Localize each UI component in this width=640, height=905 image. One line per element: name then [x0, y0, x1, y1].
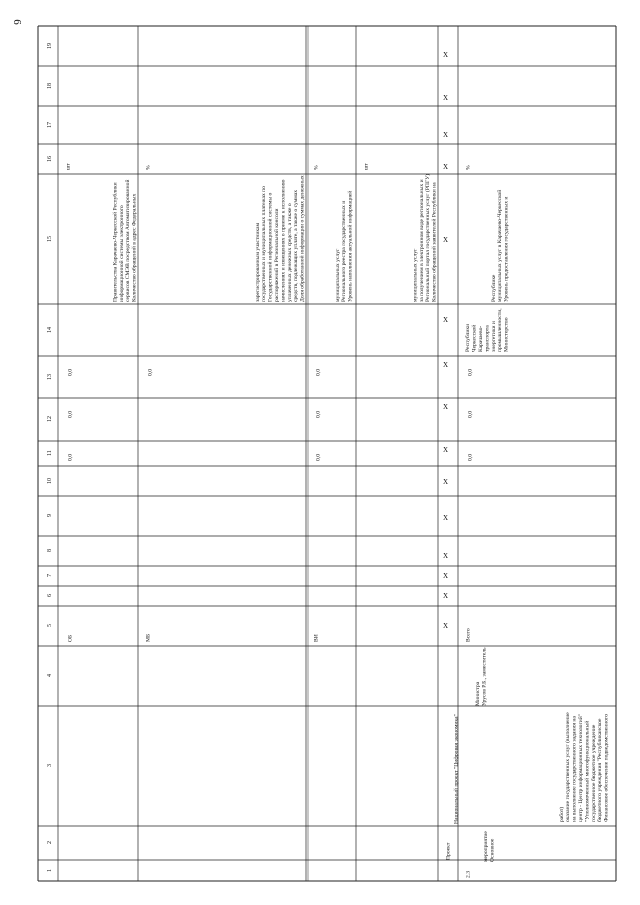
row6-name: Финансовое обеспечение подведомственного бюджетного учреждения "Республиканское государственное бюджетное учреждение "Уполномоченный многофункциональный центр - Центр информационных технологий" на выполнение государственного задания на оказание государственных услуг (выполнение работ) [558, 710, 610, 822]
row6-value-12: 0,0 [467, 411, 474, 418]
column-number: 10 [47, 478, 53, 484]
column-number: 4 [47, 674, 53, 678]
row5-type: Проект [445, 842, 452, 860]
row1-unit: шт [65, 163, 72, 170]
row6-source: Всего [465, 628, 472, 642]
row5-x-12: X [443, 403, 449, 411]
row5-x-16: X [443, 163, 449, 171]
row5-x-10: X [443, 478, 449, 486]
column-number: 9 [47, 514, 53, 518]
row4-indicator: Количество обращений заявителей Республики на Региональный портал государственных услуг (РПГУ) за получением в электронном виде региональных и муниципальных услуг [412, 172, 438, 302]
column-number: 13 [47, 374, 53, 380]
column-number: 6 [47, 594, 53, 598]
row2-indicator: Доля обработанной информации о суммах денежных средств, подлежащих уплате, а также о суммах уплаченных денежных средств, а также о начислениях и извещениях о приеме к исполнению распоряжений в Региональной консоли Государственной информационной системы о государственных и муниципальных платежах по зарегистрированным участникам [254, 173, 306, 302]
column-number: 14 [47, 327, 53, 333]
column-number: 1 [47, 869, 53, 872]
row6-unit: % [465, 165, 472, 170]
row6-value-11: 0,0 [467, 454, 474, 461]
row2-source: МБ [145, 633, 152, 642]
row5-x-18: X [443, 94, 449, 102]
row4-unit: шт [363, 163, 370, 170]
column-number: 15 [47, 236, 53, 242]
row5-x-5: X [443, 622, 449, 630]
row3-unit: % [313, 165, 320, 170]
row5-x-9: X [443, 514, 449, 522]
row3-indicator: Уровень наполнения актуальной информацией Регионального реестра государственных и муниципальных услуг [334, 189, 354, 302]
row6-indicator: Уровень предоставления государственных и муниципальных услуг в Карачаево-Черкесской Республике [490, 188, 510, 302]
row5-x-7: X [443, 572, 449, 580]
column-number: 18 [47, 83, 53, 89]
row1-value-13: 0,0 [67, 369, 74, 376]
column-number: 7 [47, 574, 53, 578]
row6-responsible: Урусов Р.Б., заместитель Министра [475, 646, 488, 706]
column-number: 8 [47, 549, 53, 553]
row5-x-19: X [443, 51, 449, 59]
row3-value-11: 0,0 [315, 454, 322, 461]
row5-x-13: X [443, 361, 449, 369]
row1-indicator: Количество обращений в адрес Федеральных сервисов СМЭВ посредством Автоматизированной информационной системы электронного Правительства Карачаево-Черкесской Республики [112, 178, 138, 302]
row5-x-17: X [443, 131, 449, 139]
column-number: 3 [47, 764, 53, 768]
column-number: 5 [47, 624, 53, 628]
row5-x-15: X [443, 236, 449, 244]
row3-value-13: 0,0 [315, 369, 322, 376]
row1-value-11: 0,0 [67, 454, 74, 461]
column-number: 12 [47, 416, 53, 423]
row1-value-12: 0,0 [67, 411, 74, 418]
row6-number: 2.3 [465, 871, 472, 878]
row3-value-12: 0,0 [315, 411, 322, 418]
row6-executor: Министерство промышленности, энергетики и транспорта Карачаево-Черкесской Республики [465, 306, 510, 352]
column-number: 17 [47, 122, 53, 128]
row5-x-11: X [443, 446, 449, 454]
column-number: 16 [47, 156, 53, 162]
row6-type: Основное мероприятие [483, 831, 496, 862]
table [38, 26, 616, 881]
row5-x-6: X [443, 592, 449, 600]
page-number: 6 [10, 19, 23, 25]
row3-source: ВИ [313, 634, 320, 642]
row2-value-13: 0,0 [147, 369, 154, 376]
row5-x-14: X [443, 316, 449, 324]
row5-x-8: X [443, 552, 449, 560]
row5-name: Национальный проект "Цифровая экономика" [453, 714, 460, 824]
column-number: 11 [47, 450, 53, 457]
row1-source: ОБ [67, 634, 74, 642]
row6-value-13: 0,0 [467, 369, 474, 376]
column-number: 19 [47, 43, 53, 49]
column-number: 2 [47, 841, 53, 845]
row2-unit: % [145, 165, 152, 170]
